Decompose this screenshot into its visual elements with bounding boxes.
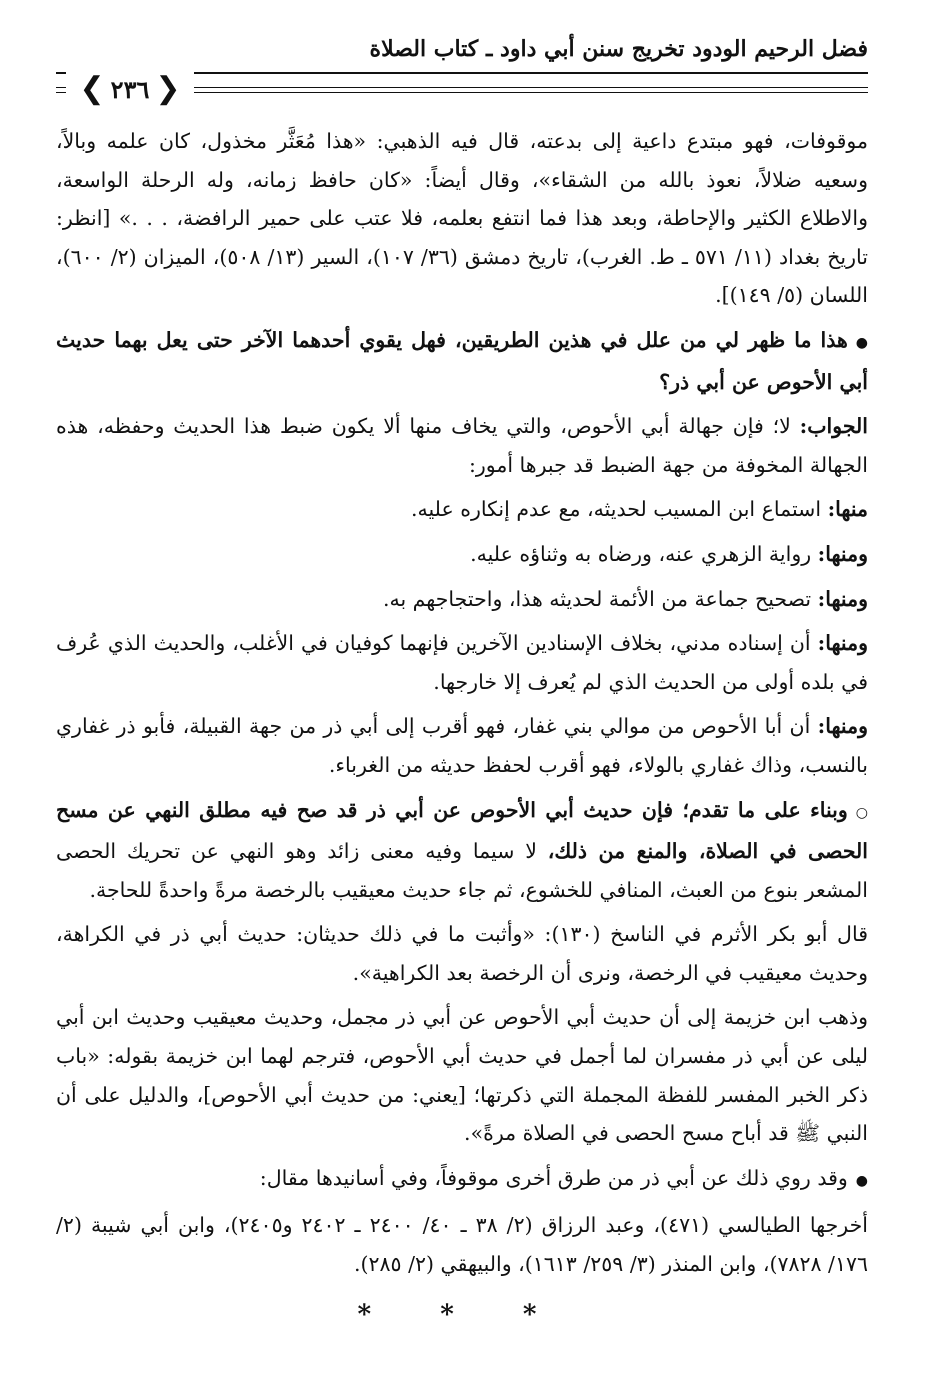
page	[56, 30, 868, 1370]
paragraph-text: لا؛ فإن جهالة أبي الأحوص، والتي يخاف منها ألا يكون ضبط هذا الحديث وحفظه، هذه الجهالة المخوفة من جهة الضبط قد جبرها أمور:	[56, 414, 868, 477]
paragraph-text: موقوفات، فهو مبتدع داعية إلى بدعته، قال فيه الذهبي: «هذا مُعَثَّر مخذول، كان علمه وبالاً، وسعيه ضلالاً، نعوذ بالله من الشقاء»، وقال أيضاً: «كان حافظ زمانه، وله الرحلة الواسعة، والاطلاع الكثير والإحاطة، وبعد هذا فما انتفع بعلمه، فلا عتب على حمير الرافضة، . . .» [انظر: تاريخ بغداد (١١/ ٥٧١ ـ ط. الغرب)، تاريخ دمشق (٣٦/ ١٠٧)، السير (١٣/ ٥٠٨)، الميزان (٢/ ٦٠٠)، اللسان (٥/ ١٤٩)].	[56, 129, 868, 308]
paragraph-label: منها:	[827, 497, 868, 522]
paragraph-label: ومنها:	[817, 541, 868, 566]
paragraph-emphasis: وبناء على ما تقدم؛ فإن حديث أبي الأحوص عن أبي ذر قد صح فيه مطلق النهي عن مسح الحصى في الصلاة، والمنع من ذلك،	[56, 797, 868, 864]
running-title: فضل الرحيم الودود تخريج سنن أبي داود ـ كتاب الصلاة	[369, 36, 868, 62]
paragraph	[56, 707, 868, 784]
paragraph-text: وذهب ابن خزيمة إلى أن حديث أبي الأحوص عن أبي ذر مجمل، وحديث معيقيب وحديث ابن أبي ليلى عن أبي ذر مفسران لما أجمل في حديث أبي الأحوص، فترجم لهما ابن خزيمة بقوله: «باب ذكر الخبر المفسر للفظة المجملة التي ذكرتها؛ [يعني: من حديث أبي الأحوص]، والدليل على أن النبي ﷺ قد أباح مسح الحصى في الصلاة مرةً».	[56, 1005, 868, 1146]
paragraph	[56, 321, 868, 401]
paragraph-text: استماع ابن المسيب لحديثه، مع عدم إنكاره عليه.	[410, 497, 822, 522]
circle-bullet-icon: ○	[855, 804, 868, 821]
ornament-left-icon: ❮	[155, 71, 181, 106]
paragraph	[56, 624, 868, 701]
section-separator: * * *	[357, 1299, 567, 1330]
paragraph-text: قال أبو بكر الأثرم في الناسخ (١٣٠): «وأثبت ما في ذلك حديثان: حديث أبي ذر في الكراهة، وحديث معيقيب في الرخصة، ونرى أن الرخصة بعد الكراهية».	[56, 922, 868, 985]
ornament-right-icon: ❯	[79, 71, 105, 106]
paragraph-label: ومنها:	[817, 714, 868, 739]
paragraph	[56, 535, 868, 574]
paragraph	[56, 490, 868, 529]
paragraph-text: هذا ما ظهر لي من علل في هذين الطريقين، فهل يقوي أحدهما الآخر حتى يعل بهما حديث أبي الأحوص عن أبي ذر؟	[56, 327, 868, 394]
paragraph	[56, 915, 868, 992]
paragraph-text: وقد روي ذلك عن أبي ذر من طرق أخرى موقوفاً، وفي أسانيدها مقال:	[259, 1165, 848, 1190]
running-header	[56, 30, 868, 106]
paragraph-text: أخرجها الطيالسي (٤٧١)، وعبد الرزاق (٢/ ٣٨ ـ ٤٠/ ٢٤٠٠ ـ ٢٤٠٢ و٢٤٠٥)، وابن أبي شيبة (٢/ ١٧٦/ ٧٨٢٨)، وابن المنذر (٣/ ٢٥٩/ ١٦١٣)، والبيهقي (٢/ ٢٨٥).	[56, 1213, 868, 1277]
paragraph	[56, 1206, 868, 1283]
paragraph-text: أن أبا الأحوص من موالي بني غفار، فهو أقرب إلى أبي ذر من جهة القبيلة، فأبو ذر غفاري بالنسب، وذاك غفاري بالولاء، فهو أقرب لحفظ حديثه من الغرباء.	[56, 714, 868, 777]
paragraph	[56, 407, 868, 484]
paragraph-text: تصحيح جماعة من الأئمة لحديثه هذا، واحتجاجهم به.	[382, 586, 812, 611]
paragraph	[56, 122, 868, 315]
paragraph-label: الجواب:	[799, 414, 868, 439]
paragraph-text: رواية الزهري عنه، ورضاه به وثناؤه عليه.	[470, 541, 812, 566]
bullet-icon: ●	[855, 334, 868, 351]
paragraph	[56, 998, 868, 1152]
page-number-box	[66, 70, 194, 108]
paragraph-text: لا سيما وفيه معنى زائد وهو النهي عن تحريك الحصى المشعر بنوع من العبث، المنافي للخشوع، ثم جاء حديث معيقيب بالرخصة مرةً واحدةً للحاجة.	[56, 839, 868, 902]
paragraph-label: ومنها:	[817, 586, 868, 611]
paragraph-label: ومنها:	[817, 631, 868, 656]
bullet-icon: ●	[855, 1172, 868, 1189]
page-number: ٢٣٦	[110, 74, 150, 104]
paragraph	[56, 1159, 868, 1201]
paragraph-text: أن إسناده مدني، بخلاف الإسنادين الآخرين فإنهما كوفيان في الأغلب، والحديث الذي عُرف في بلده أولى من الحديث الذي لم يُعرف إلا خارجها.	[56, 631, 868, 694]
paragraph	[56, 791, 868, 910]
paragraph	[56, 580, 868, 619]
body-text	[56, 122, 868, 1334]
